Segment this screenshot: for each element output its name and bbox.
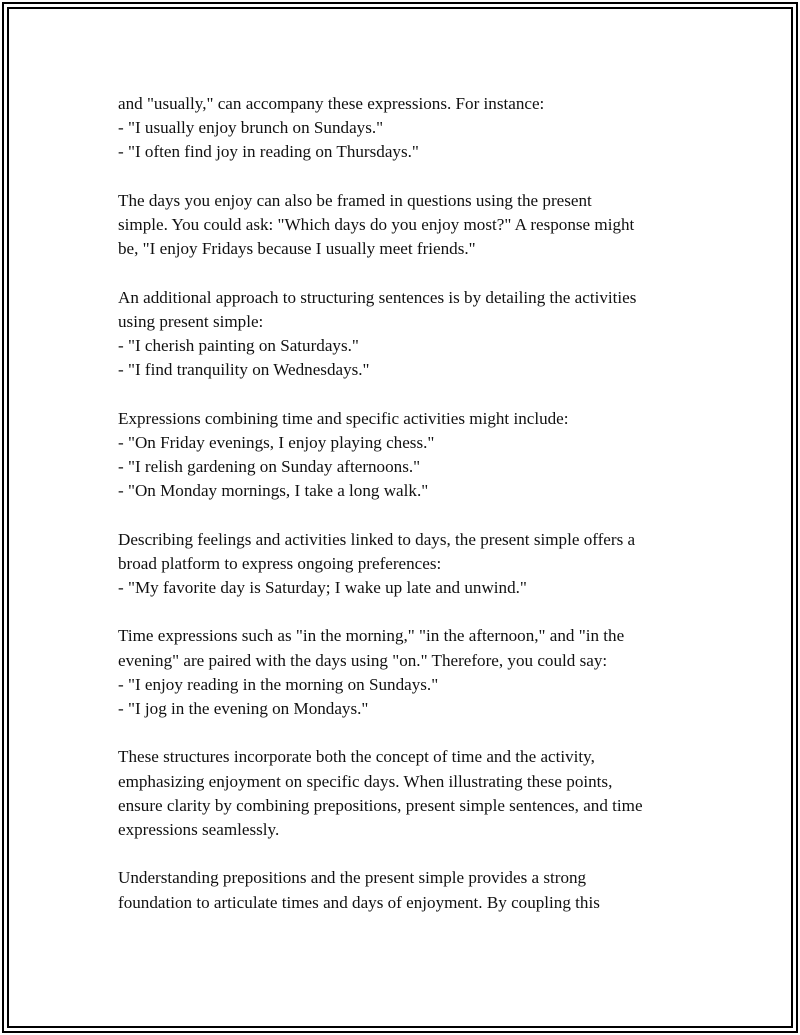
text-line: using present simple: bbox=[118, 311, 264, 331]
text-line: - "I find tranquility on Wednesdays." bbox=[118, 360, 370, 380]
text-line: - "I jog in the evening on Mondays." bbox=[118, 699, 369, 718]
text-line: Time expressions such as "in the morning," "in the afternoon," and "in the bbox=[118, 626, 625, 646]
text-line: foundation to articulate times and days of enjoyment. By coupling this bbox=[118, 892, 600, 912]
text-line: - "I usually enjoy brunch on Sundays." bbox=[118, 118, 384, 138]
text-line: broad platform to express ongoing preferences: bbox=[118, 553, 442, 573]
text-line: - "On Friday evenings, I enjoy playing chess." bbox=[118, 432, 435, 452]
document-body bbox=[118, 92, 698, 939]
text-line: An additional approach to structuring sentences is by detailing the activities bbox=[118, 287, 637, 307]
text-line: - "I cherish painting on Saturdays." bbox=[118, 336, 359, 355]
text-line: be, "I enjoy Fridays because I usually meet friends." bbox=[118, 239, 476, 259]
text-line: The days you enjoy can also be framed in questions using the present bbox=[118, 190, 592, 210]
paragraph bbox=[118, 286, 698, 383]
paragraph bbox=[118, 189, 698, 262]
text-line: - "I often find joy in reading on Thursdays." bbox=[118, 142, 419, 162]
paragraph bbox=[118, 528, 698, 601]
text-line: - "My favorite day is Saturday; I wake up late and unwind." bbox=[118, 578, 527, 597]
text-line: - "I enjoy reading in the morning on Sundays." bbox=[118, 674, 439, 694]
text-line: These structures incorporate both the concept of time and the activity, bbox=[118, 747, 595, 767]
text-line: Expressions combining time and specific activities might include: bbox=[118, 408, 569, 428]
text-line: - "I relish gardening on Sunday afternoons." bbox=[118, 457, 421, 476]
text-line: Understanding prepositions and the present simple provides a strong bbox=[118, 868, 587, 888]
paragraph bbox=[118, 92, 698, 165]
text-line: emphasizing enjoyment on specific days. When illustrating these points, bbox=[118, 771, 613, 791]
text-line: simple. You could ask: "Which days do you enjoy most?" A response might bbox=[118, 215, 635, 234]
text-line: expressions seamlessly. bbox=[118, 820, 280, 839]
paragraph bbox=[118, 624, 698, 721]
paragraph bbox=[118, 407, 698, 504]
paragraph bbox=[118, 745, 698, 842]
paragraph bbox=[118, 866, 698, 914]
text-line: Describing feelings and activities linked to days, the present simple offers a bbox=[118, 529, 636, 549]
text-line: evening" are paired with the days using "on." Therefore, you could say: bbox=[118, 650, 608, 670]
text-line: ensure clarity by combining prepositions, present simple sentences, and time bbox=[118, 795, 643, 815]
text-line: - "On Monday mornings, I take a long walk." bbox=[118, 481, 429, 501]
text-line: and "usually," can accompany these expressions. For instance: bbox=[118, 94, 545, 113]
